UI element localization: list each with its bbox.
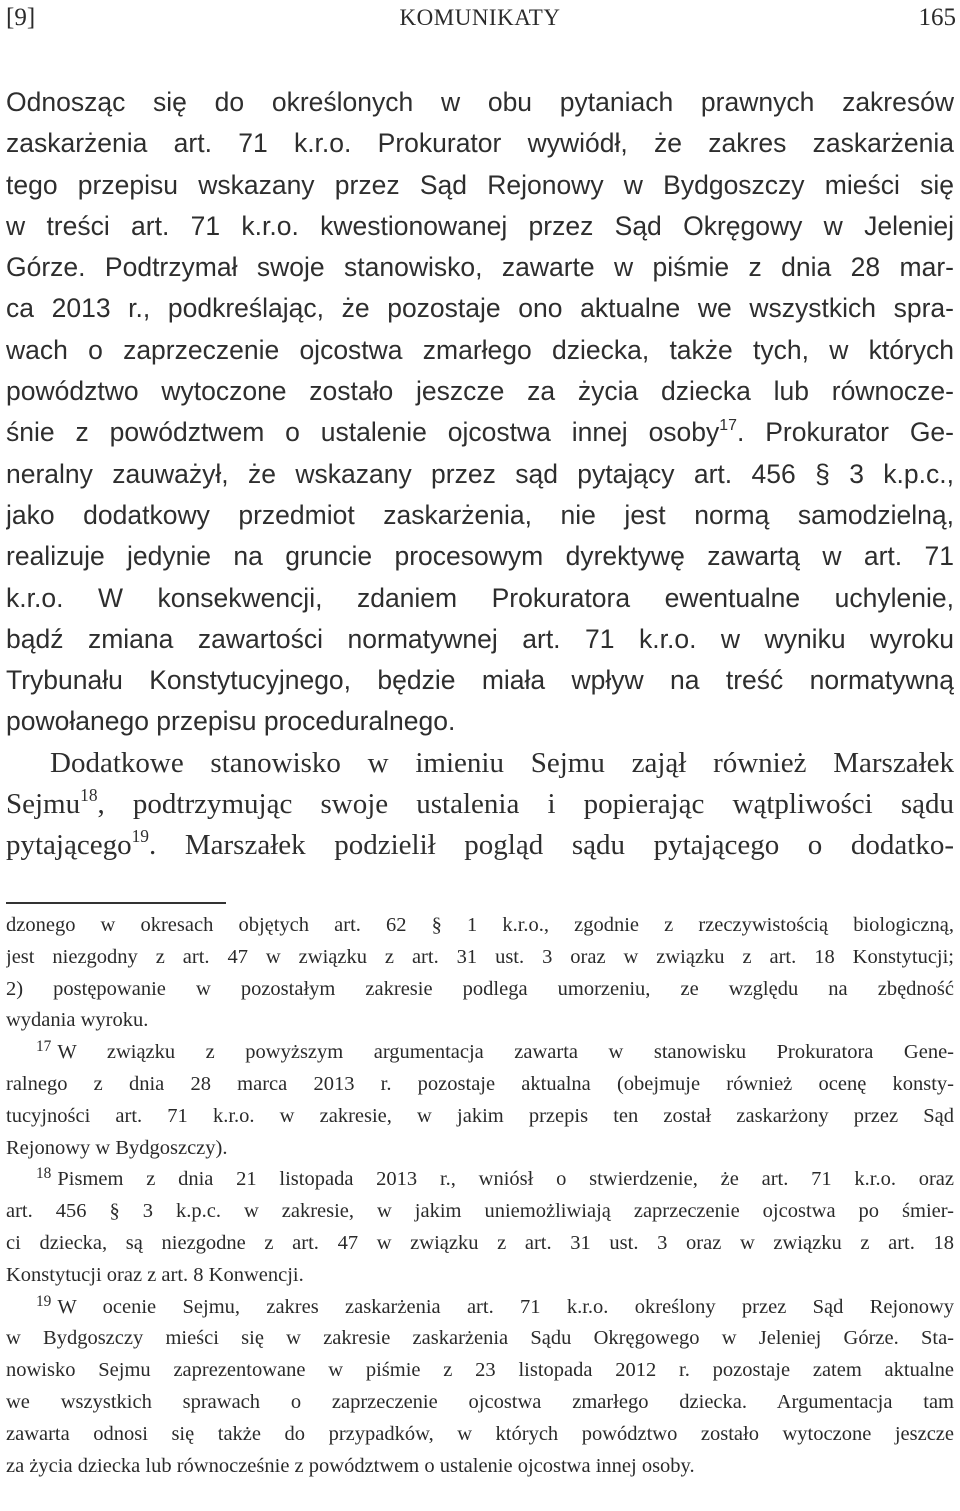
footnote-number: 18 [36, 1165, 52, 1183]
footnote-number: 17 [36, 1038, 52, 1056]
text-line: jako dodatkowy przedmiot zaskarżenia, nie jest normą samodzielną, [6, 499, 954, 530]
text-line [6, 412, 954, 453]
footnote-line: 2) postępowanie w pozostałym zakresie podlega umorzeniu, ze względu na zbędność [6, 977, 954, 1000]
footnote-line: zawarta odnosi się także do przypadków, w których powództwo zostało wytoczone jeszcze [6, 1422, 954, 1445]
footnote-separator [6, 902, 226, 904]
text-line: Dodatkowe stanowisko w imieniu Sejmu zajął również Marszałek [50, 746, 954, 779]
footnote-number: 19 [36, 1292, 52, 1310]
footnote-line: ralnego z dnia 28 marca 2013 r. pozostaje aktualna (obejmuje również ocenę konsty- [6, 1072, 954, 1095]
footnote-line: Rejonowy w Bydgoszczy). [6, 1136, 228, 1159]
footnote-19 [6, 1292, 954, 1483]
footnote-line: nowisko Sejmu zaprezentowane w piśmie z 23 listopada 2012 r. pozostaje zatem aktualne [6, 1359, 954, 1382]
text-segment: śnie z powództwem o ustalenie ojcostwa innej osoby [6, 417, 720, 448]
text-segment: . Prokurator Ge- [736, 417, 954, 448]
text-line: tego przepisu wskazany przez Sąd Rejonowy w Bydgoszczy mieści się [6, 169, 954, 200]
running-title: KOMUNIKATY [399, 5, 561, 30]
text-line: wach o zaprzeczenie ojcostwa zmarłego dziecka, także tych, w których [6, 334, 954, 365]
paragraph-2 [6, 743, 954, 867]
footnote-line: art. 456 § 3 k.p.c. w zakresie, w jakim uniemożliwiają zaprzeczenie ojcostwa po śmier- [6, 1200, 954, 1223]
text-line [6, 825, 954, 866]
text-line: realizuje jedynie na gruncie procesowym dyrektywę zawartą w art. 71 [6, 541, 954, 572]
footnote-line: dzonego w okresach objętych art. 62 § 1 k.r.o., zgodnie z rzeczywistością biologiczną, [6, 914, 954, 936]
footnote-17 [6, 1037, 954, 1164]
text-line: ca 2013 r., podkreślając, że pozostaje ono aktualne we wszystkich spra- [6, 293, 954, 324]
footnote-line: wydania wyroku. [6, 1009, 149, 1032]
main-text [6, 82, 954, 867]
paragraph-1 [6, 82, 954, 743]
text-line [6, 784, 954, 825]
text-line: w treści art. 71 k.r.o. kwestionowanej przez Sąd Okręgowy w Jeleniej [6, 210, 954, 241]
text-line: Górze. Podtrzymał swoje stanowisko, zawarte w piśmie z dnia 28 mar- [6, 252, 954, 283]
text-line: bądź zmiana zawartości normatywnej art. 71 k.r.o. w wyniku wyroku [6, 623, 954, 654]
footnote-line: w Bydgoszczy mieści się w zakresie zaskarżenia Sądu Okręgowego w Jeleniej Górze. Sta- [6, 1327, 954, 1350]
footnote-ref-17[interactable]: 17 [719, 417, 737, 435]
footnote-line: jest niezgodny z art. 47 w związku z art. 31 ust. 3 oraz w związku z art. 18 Konstytucji; [6, 945, 954, 968]
text-line: zaskarżenia art. 71 k.r.o. Prokurator wywiódł, że zakres zaskarżenia [6, 128, 954, 159]
text-segment: W związku z powyższym argumentacja zawarta w stanowisku Prokuratora Gene- [57, 1041, 954, 1064]
footnote-line: tucyjności art. 71 k.r.o. w zakresie, w jakim przepis ten został zaskarżony przez Sąd [6, 1104, 954, 1127]
text-line: powództwo wytoczone zostało jeszcze za życia dziecka lub równocze- [6, 376, 954, 407]
text-segment: pytającego [6, 829, 132, 862]
footnote-continuation [6, 910, 954, 1037]
text-segment: Pismem z dnia 21 listopada 2013 r., wniósł o stwierdzenie, że art. 71 k.r.o. oraz [57, 1168, 954, 1191]
text-line: powołanego przepisu proceduralnego. [6, 706, 456, 737]
section-number: [9] [6, 4, 36, 31]
page-number: 165 [918, 4, 956, 31]
text-line: neralny zauważył, że wskazany przez sąd pytający art. 456 § 3 k.p.c., [6, 458, 954, 489]
text-line: Odnosząc się do określonych w obu pytaniach prawnych zakresów [6, 87, 954, 117]
text-segment: , podtrzymując swoje ustalenia i popierając wątpliwości sądu [97, 788, 954, 821]
footnote-ref-19[interactable]: 19 [131, 826, 149, 847]
footnote-line: za życia dziecka lub równocześnie z powództwem o ustalenie ojcostwa innej osoby. [6, 1454, 695, 1477]
footnote-ref-18[interactable]: 18 [80, 784, 98, 805]
page-header [0, 0, 960, 40]
text-segment: . Marszałek podzielił pogląd sądu pytającego o dodatko- [149, 829, 954, 862]
footnote-18 [6, 1164, 954, 1291]
footnote-line: ci dziecka, są niezgodne z art. 47 w związku z art. 31 ust. 3 oraz w związku z art. 18 [6, 1231, 954, 1254]
footnotes [6, 910, 954, 1482]
footnote-line [6, 1292, 954, 1324]
text-line: k.r.o. W konsekwencji, zdaniem Prokuratora ewentualne uchylenie, [6, 582, 954, 613]
text-line: Trybunału Konstytucyjnego, będzie miała wpływ na treść normatywną [6, 665, 954, 696]
footnote-line [6, 1164, 954, 1196]
footnote-line: we wszystkich sprawach o zaprzeczenie ojcostwa zmarłego dziecka. Argumentacja tam [6, 1390, 954, 1413]
footnote-line [6, 1037, 954, 1069]
footnote-line: Konstytucji oraz z art. 8 Konwencji. [6, 1263, 304, 1286]
text-segment: W ocenie Sejmu, zakres zaskarżenia art. 71 k.r.o. określony przez Sąd Rejonowy [57, 1295, 954, 1318]
text-segment: Sejmu [6, 788, 81, 821]
